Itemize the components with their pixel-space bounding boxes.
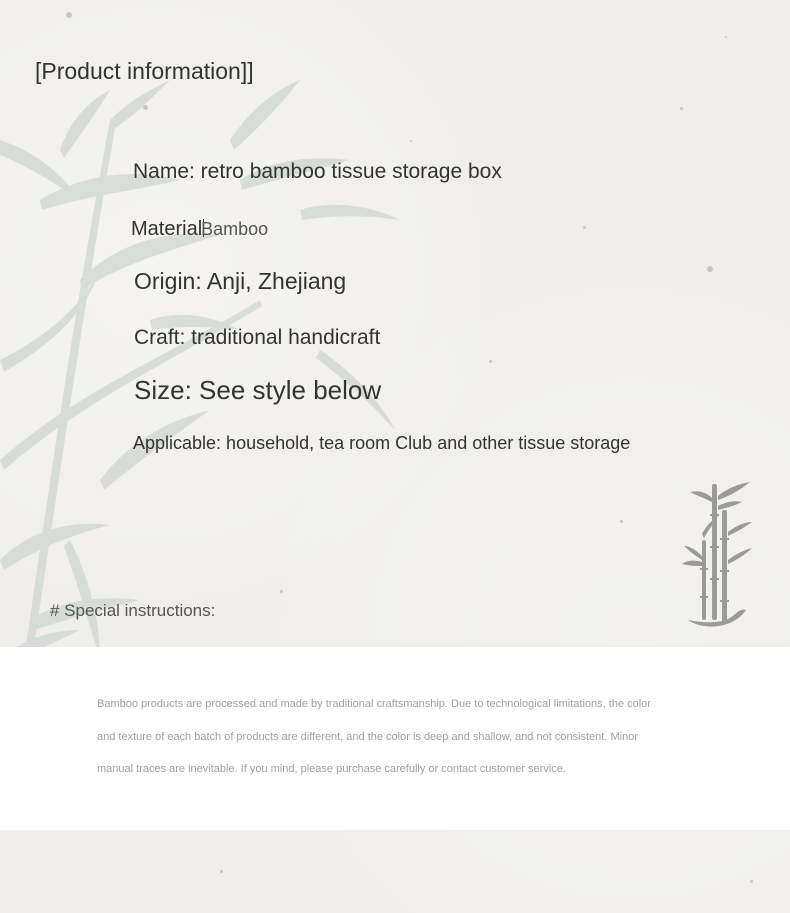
product-name: Name: retro bamboo tissue storage box [133,160,502,183]
bamboo-stalk-icon [682,480,756,630]
notice-text: Bamboo products are processed and made by traditional craftsmanship. Due to technological limitations, the color and texture of each batch of products are different, and the color is deep and shallow, and not consistent. Minor manual traces are inevitable. If you mind, please purchase carefully or contact customer service. [97,698,651,775]
product-origin: Origin: Anji, Zhejiang [134,268,347,294]
product-applicable: Applicable: household, tea room Club and other tissue storage [133,433,631,453]
product-material [131,218,268,241]
product-size: Size: See style below [134,375,382,405]
product-craft: Craft: traditional handicraft [134,326,381,349]
material-value: Bamboo [201,219,269,239]
material-label: Material [131,218,203,240]
page-title: [Product information]] [35,58,254,84]
special-instructions-heading: # Special instructions: [50,601,216,620]
